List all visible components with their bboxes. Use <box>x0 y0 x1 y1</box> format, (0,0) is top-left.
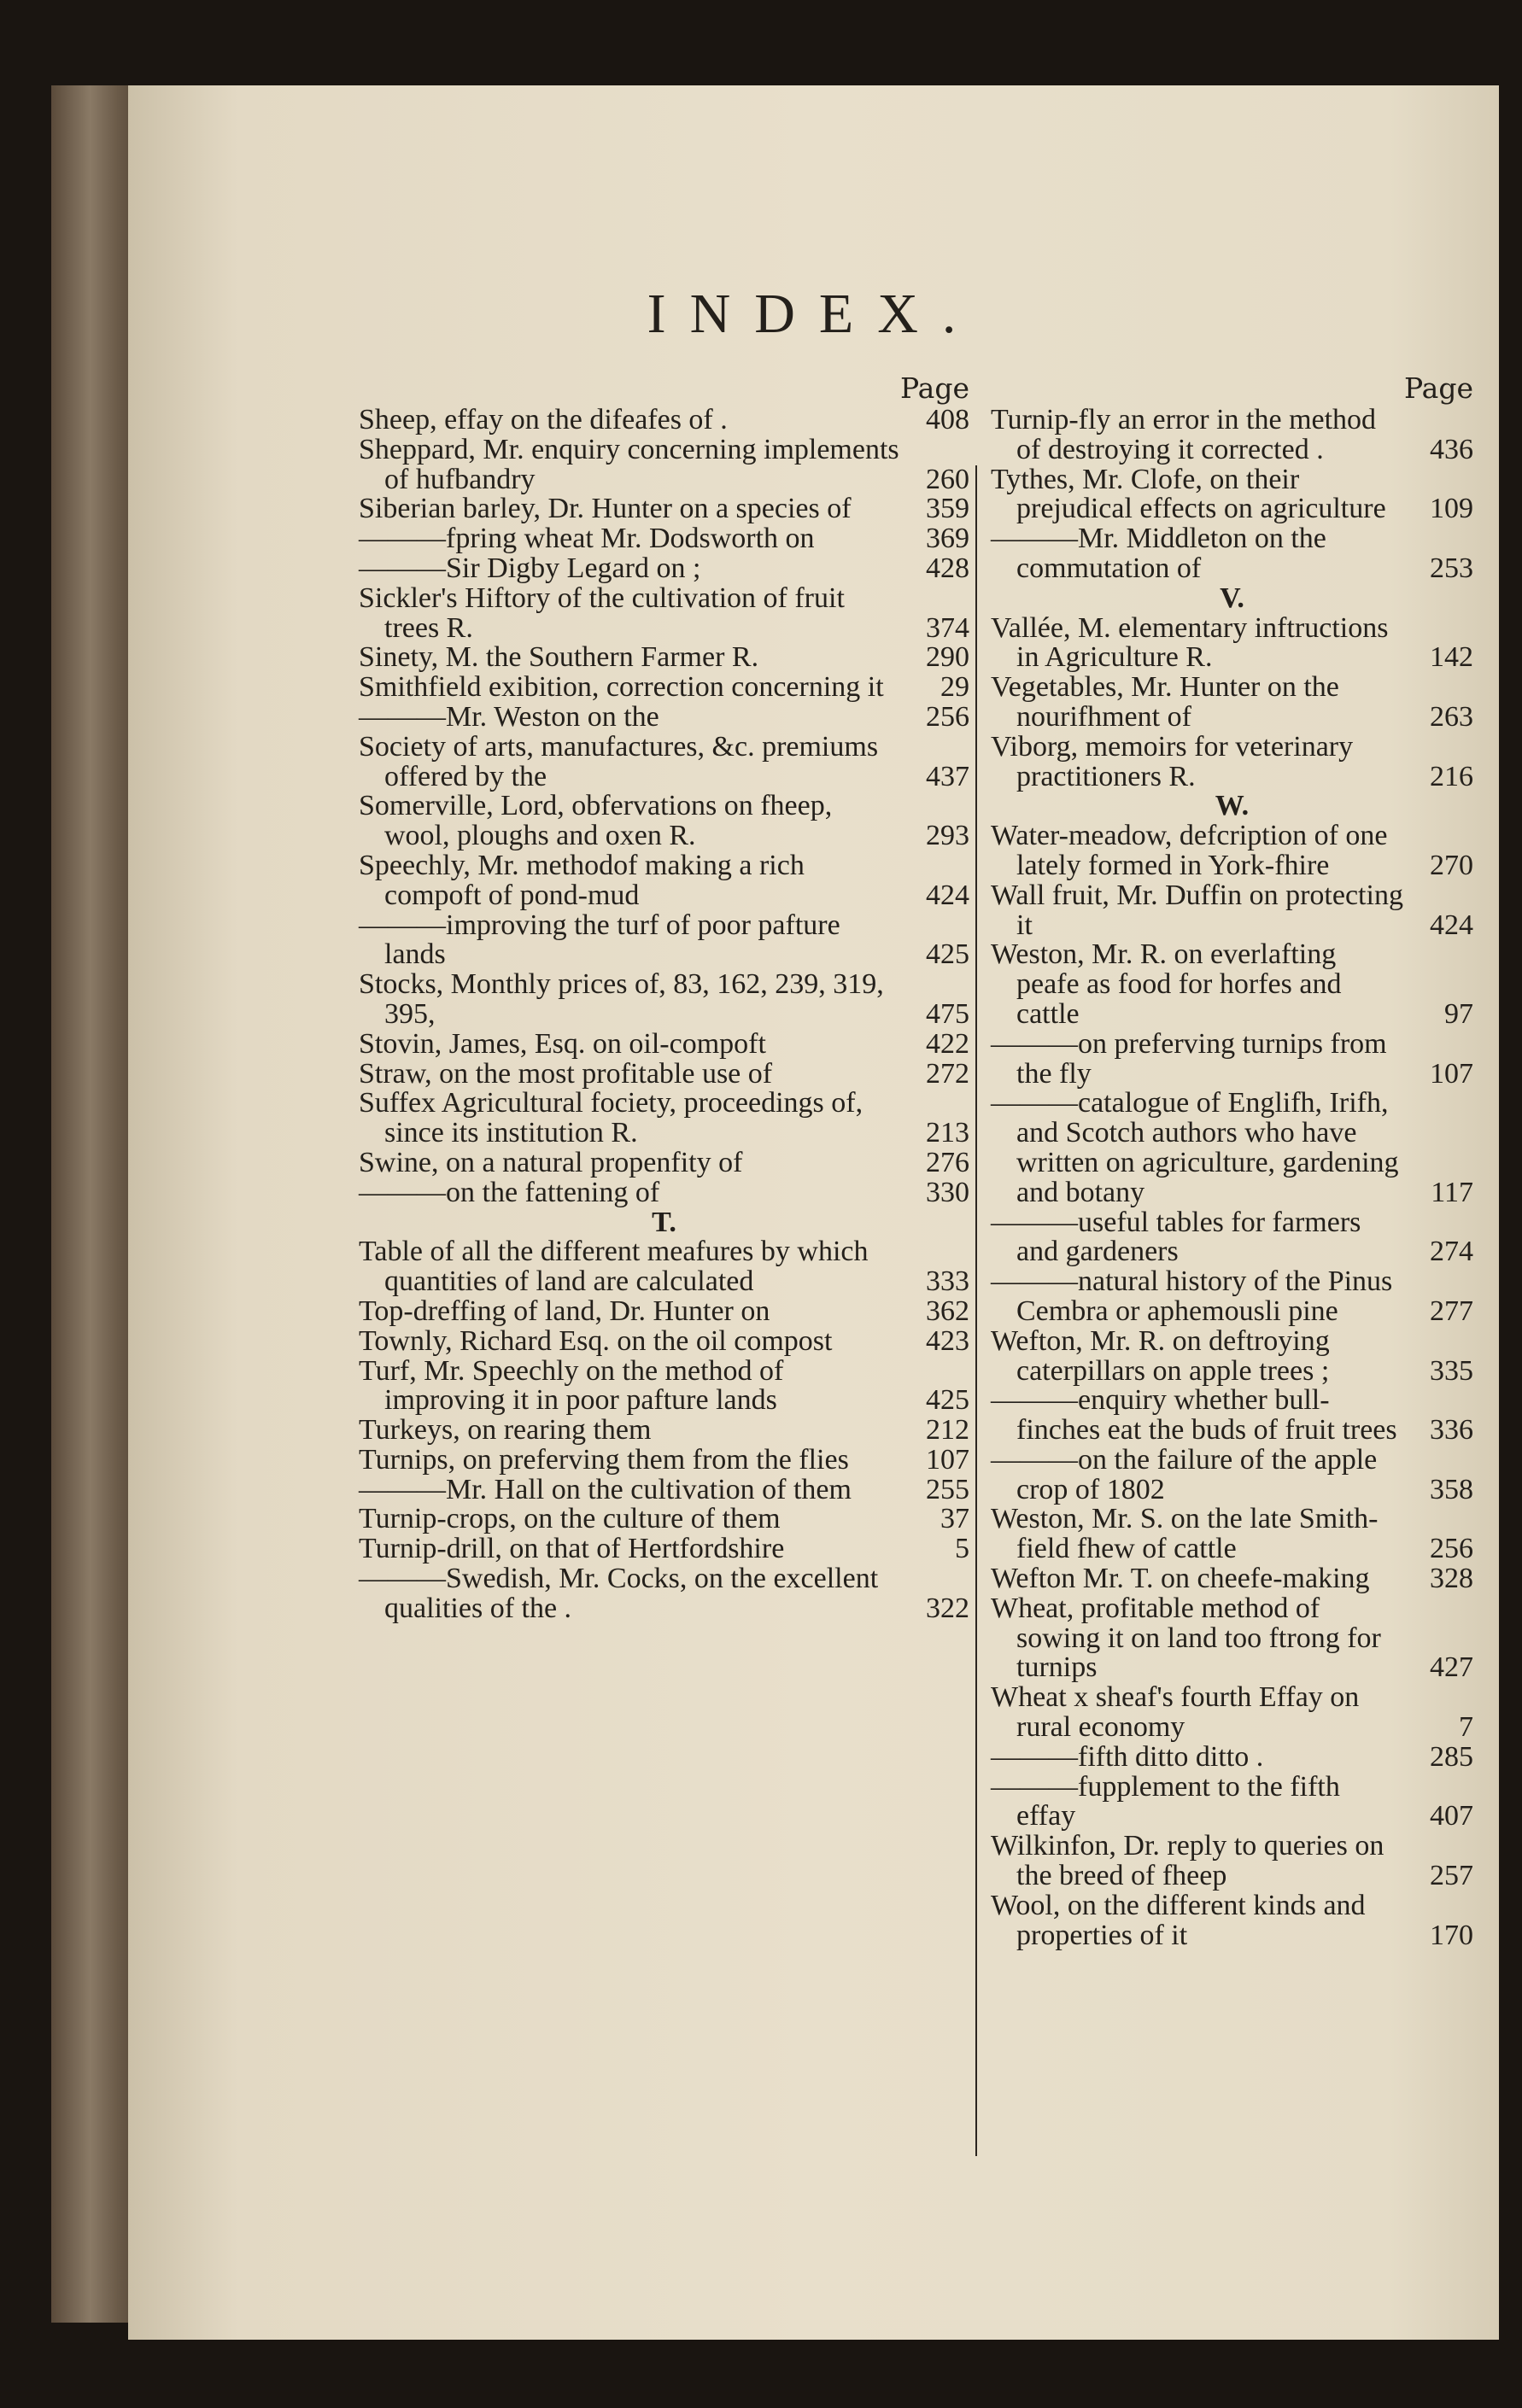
index-entry-page-number: 29 <box>940 671 969 704</box>
index-entry-text: Turnips, on preferving them from the flies <box>359 1443 849 1476</box>
index-entry-page-number: 475 <box>926 997 969 1030</box>
index-entry-text: Wilkinfon, Dr. reply to queries on the breed of fheep <box>991 1830 1384 1892</box>
index-entry-page-number: 213 <box>926 1117 969 1149</box>
index-entry-text: Turf, Mr. Speechly on the method of improving it in poor pafture lands <box>359 1354 784 1417</box>
index-entry <box>991 1891 1473 1951</box>
index-entry-text: Wheat, profitable method of sowing it on land too ftrong for turnips <box>991 1592 1381 1684</box>
index-entry-page-number: 270 <box>1430 849 1473 881</box>
index-entry <box>991 611 1473 674</box>
index-entry-page-number: 436 <box>1430 433 1473 465</box>
index-entry-text: ———enquiry whether bull-finches eat the buds of fruit trees <box>991 1384 1397 1447</box>
index-entry-page-number: 263 <box>1430 700 1473 733</box>
index-entry <box>991 1683 1473 1743</box>
index-entry <box>359 1057 969 1090</box>
index-entry-page-number: 408 <box>926 404 969 435</box>
index-entry <box>991 1208 1473 1268</box>
index-entry-text: ———on the fattening of <box>359 1176 660 1208</box>
index-entry-page-number: 333 <box>926 1265 969 1298</box>
index-entry-text: ———Mr. Hall on the cultivation of them <box>359 1473 852 1505</box>
index-entry-page-number: 336 <box>1430 1414 1473 1447</box>
index-entry <box>359 1443 969 1476</box>
index-letter-heading: T. <box>652 1206 676 1238</box>
index-entry-page-number: 7 <box>1459 1711 1473 1744</box>
index-entry-page-number: 256 <box>926 700 969 733</box>
index-entry <box>991 673 1473 733</box>
index-entry <box>991 881 1473 941</box>
index-entry-page-number: 277 <box>1430 1295 1473 1327</box>
index-entry-text: Swine, on a natural propenfity of <box>359 1146 743 1178</box>
index-entry-page-number: 423 <box>926 1324 969 1357</box>
index-entry-text: Top-dreffing of land, Dr. Hunter on <box>359 1295 770 1327</box>
index-entry <box>359 406 969 435</box>
index-entry <box>359 1416 969 1446</box>
index-entry-page-number: 117 <box>1431 1176 1473 1208</box>
index-entry-page-number: 359 <box>926 493 969 525</box>
index-entry-page-number: 293 <box>926 820 969 852</box>
index-entry <box>359 1178 969 1208</box>
index-entry-text: Sickler's Hiftory of the cultivation of fruit trees R. <box>359 582 845 644</box>
index-entry-text: Siberian barley, Dr. Hunter on a species of <box>359 493 852 525</box>
index-entry-text: ———fifth ditto ditto . <box>991 1740 1264 1773</box>
index-page <box>128 85 1499 2340</box>
index-entry-text: ———improving the turf of poor pafture lands <box>359 909 840 971</box>
index-entry-text: Sheppard, Mr. enquiry concerning implements of hufbandry <box>359 433 899 495</box>
index-letter-heading: W. <box>1215 790 1250 822</box>
index-entry-page-number: 276 <box>926 1146 969 1178</box>
index-entry-text: ———Sir Digby Legard on ; <box>359 552 701 584</box>
page-column-label: Page <box>899 371 969 405</box>
right-entries <box>991 406 1473 1950</box>
index-entry-page-number: 424 <box>926 879 969 911</box>
index-entry-page-number: 369 <box>926 523 969 555</box>
index-entry-text: Turnip-fly an error in the method of destroying it corrected . <box>991 404 1377 465</box>
index-entry <box>991 730 1473 792</box>
index-entry-page-number: 260 <box>926 463 969 495</box>
index-entry-page-number: 5 <box>955 1533 969 1565</box>
index-entry-page-number: 427 <box>1430 1651 1473 1684</box>
index-entry <box>359 554 969 584</box>
index-entry <box>991 524 1473 584</box>
index-entry <box>991 821 1473 881</box>
page-title: INDEX. <box>647 283 981 345</box>
index-entry-page-number: 362 <box>926 1295 969 1327</box>
index-entry-text: Society of arts, manufactures, &c. premiums offered by the <box>359 730 879 792</box>
index-entry <box>991 940 1473 1029</box>
index-entry <box>991 1770 1473 1832</box>
index-entry <box>359 1148 969 1178</box>
index-entry <box>991 1443 1473 1505</box>
page-column-label: Page <box>1403 371 1473 405</box>
index-entry <box>991 1832 1473 1891</box>
left-column <box>359 371 969 1624</box>
index-entry-text: Viborg, memoirs for veterinary practitioners R. <box>991 730 1354 792</box>
index-entry-text: ———fupplement to the fifth effay <box>991 1770 1340 1832</box>
index-entry <box>991 1089 1473 1207</box>
index-entry <box>991 1594 1473 1683</box>
index-entry <box>359 1237 969 1297</box>
index-entry-text: ———useful tables for farmers and gardeners <box>991 1206 1361 1268</box>
index-entry-page-number: 97 <box>1444 997 1473 1030</box>
index-entry-text: Wheat x sheaf's fourth Effay on rural economy <box>991 1681 1360 1744</box>
index-entry-text: Turkeys, on rearing them <box>359 1414 652 1447</box>
index-entry-text: Turnip-drill, on that of Hertfordshire <box>359 1533 785 1565</box>
index-entry <box>359 584 969 644</box>
index-entry-page-number: 285 <box>1430 1740 1473 1773</box>
index-entry-text: Sinety, M. the Southern Farmer R. <box>359 641 759 674</box>
index-entry-page-number: 407 <box>1430 1800 1473 1832</box>
right-column <box>991 371 1473 1950</box>
index-entry <box>359 673 969 703</box>
index-entry-text: ———fpring wheat Mr. Dodsworth on <box>359 523 815 555</box>
index-entry-text: Wefton Mr. T. on cheefe-making <box>991 1563 1370 1595</box>
index-entry-page-number: 253 <box>1430 552 1473 584</box>
index-entry-page-number: 374 <box>926 611 969 644</box>
index-entry <box>991 1267 1473 1327</box>
index-entry <box>359 1534 969 1564</box>
index-entry-page-number: 37 <box>940 1503 969 1535</box>
index-entry <box>359 1473 969 1505</box>
index-entry-text: Stovin, James, Esq. on oil-compoft <box>359 1027 766 1060</box>
index-entry-page-number: 290 <box>926 641 969 674</box>
index-entry-text: ———on the failure of the apple crop of 1802 <box>991 1443 1378 1505</box>
index-entry-page-number: 424 <box>1430 909 1473 941</box>
index-entry-page-number: 170 <box>1430 1919 1473 1951</box>
index-entry-page-number: 437 <box>926 760 969 792</box>
index-entry-text: Suffex Agricultural fociety, proceedings of, since its institution R. <box>359 1087 863 1149</box>
index-entry-text: ———Mr. Weston on the <box>359 700 659 733</box>
index-letter-heading: V. <box>1220 582 1244 614</box>
index-entry-text: Townly, Richard Esq. on the oil compost <box>359 1324 833 1357</box>
index-entry <box>991 1027 1473 1090</box>
index-entry-text: Smithfield exibition, correction concerning it <box>359 671 884 704</box>
index-entry-text: Tythes, Mr. Clofe, on their prejudical effects on agriculture <box>991 463 1386 525</box>
index-entry-page-number: 330 <box>926 1176 969 1208</box>
index-entry <box>359 700 969 733</box>
index-entry <box>991 1564 1473 1594</box>
index-entry-text: Vallée, M. elementary inftructions in Agriculture R. <box>991 611 1389 674</box>
index-entry-text: Sheep, effay on the difeafes of . <box>359 404 728 435</box>
index-entry <box>359 1564 969 1624</box>
index-entry-text: Straw, on the most profitable use of <box>359 1057 773 1090</box>
index-entry-page-number: 107 <box>926 1443 969 1476</box>
index-entry <box>359 730 969 792</box>
index-entry-text: Table of all the different meafures by which quantities of land are calculated <box>359 1236 869 1298</box>
column-divider <box>975 465 977 2156</box>
index-entry <box>359 643 969 673</box>
index-entry-text: Speechly, Mr. methodof making a rich compoft of pond-mud <box>359 849 805 911</box>
index-entry <box>359 1297 969 1327</box>
index-entry-page-number: 107 <box>1430 1057 1473 1090</box>
index-entry <box>991 1505 1473 1564</box>
index-entry <box>359 524 969 554</box>
index-entry-page-number: 425 <box>926 938 969 971</box>
index-entry-text: Water-meadow, defcription of one lately formed in York-fhire <box>991 820 1388 881</box>
index-entry-text: Somerville, Lord, obfervations on fheep, wool, ploughs and oxen R. <box>359 790 833 852</box>
index-entry <box>359 1027 969 1060</box>
index-entry <box>991 1324 1473 1387</box>
index-entry <box>359 851 969 911</box>
index-entry-text: Wall fruit, Mr. Duffin on protecting it <box>991 879 1403 941</box>
index-entry-page-number: 428 <box>926 552 969 584</box>
index-entry-page-number: 142 <box>1430 641 1473 674</box>
index-entry <box>359 1354 969 1417</box>
index-entry-text: Weston, Mr. R. on everlafting peafe as food for horfes and cattle <box>991 938 1342 1030</box>
index-entry-page-number: 328 <box>1430 1563 1473 1595</box>
index-entry-text: ———catalogue of Englifh, Irifh, and Scotch authors who have written on agriculture, gardening and botany <box>991 1087 1399 1208</box>
index-entry <box>991 1740 1473 1773</box>
index-entry <box>359 1505 969 1534</box>
index-entry <box>991 465 1473 525</box>
index-entry-page-number: 109 <box>1430 493 1473 525</box>
index-entry-text: ———on preferving turnips from the fly <box>991 1027 1387 1090</box>
index-entry <box>359 1089 969 1148</box>
index-entry-text: Wool, on the different kinds and properties of it <box>991 1889 1366 1951</box>
index-entry-page-number: 358 <box>1430 1473 1473 1505</box>
index-entry <box>991 1386 1473 1446</box>
index-entry <box>991 406 1473 465</box>
index-entry-page-number: 322 <box>926 1592 969 1624</box>
index-entry-text: Weston, Mr. S. on the late Smith-field fhew of cattle <box>991 1503 1379 1565</box>
index-entry-text: ———Mr. Middleton on the commutation of <box>991 523 1326 584</box>
index-entry <box>359 435 969 495</box>
left-entries <box>359 406 969 1624</box>
index-entry <box>359 1324 969 1357</box>
index-entry-page-number: 257 <box>1430 1860 1473 1892</box>
index-entry-page-number: 335 <box>1430 1354 1473 1387</box>
index-entry-text: Stocks, Monthly prices of, 83, 162, 239, 319, 395, <box>359 968 884 1030</box>
index-entry-text: Vegetables, Mr. Hunter on the nourifhment of <box>991 671 1339 733</box>
index-entry <box>359 792 969 851</box>
index-entry-text: ———natural history of the Pinus Cembra or aphemousli pine <box>991 1265 1393 1327</box>
index-entry-page-number: 422 <box>926 1027 969 1060</box>
index-entry <box>359 970 969 1030</box>
index-entry-page-number: 425 <box>926 1384 969 1417</box>
index-entry-page-number: 274 <box>1430 1236 1473 1268</box>
index-entry <box>359 494 969 524</box>
index-entry-page-number: 212 <box>926 1414 969 1447</box>
index-entry-text: Turnip-crops, on the culture of them <box>359 1503 781 1535</box>
index-entry-text: Wefton, Mr. R. on deftroying caterpillars on apple trees ; <box>991 1324 1330 1387</box>
index-entry-page-number: 272 <box>926 1057 969 1090</box>
index-entry-page-number: 256 <box>1430 1533 1473 1565</box>
index-entry-page-number: 216 <box>1430 760 1473 792</box>
index-entry-page-number: 255 <box>926 1473 969 1505</box>
index-entry-text: ———Swedish, Mr. Cocks, on the excellent qualities of the . <box>359 1563 879 1624</box>
index-entry <box>359 911 969 971</box>
